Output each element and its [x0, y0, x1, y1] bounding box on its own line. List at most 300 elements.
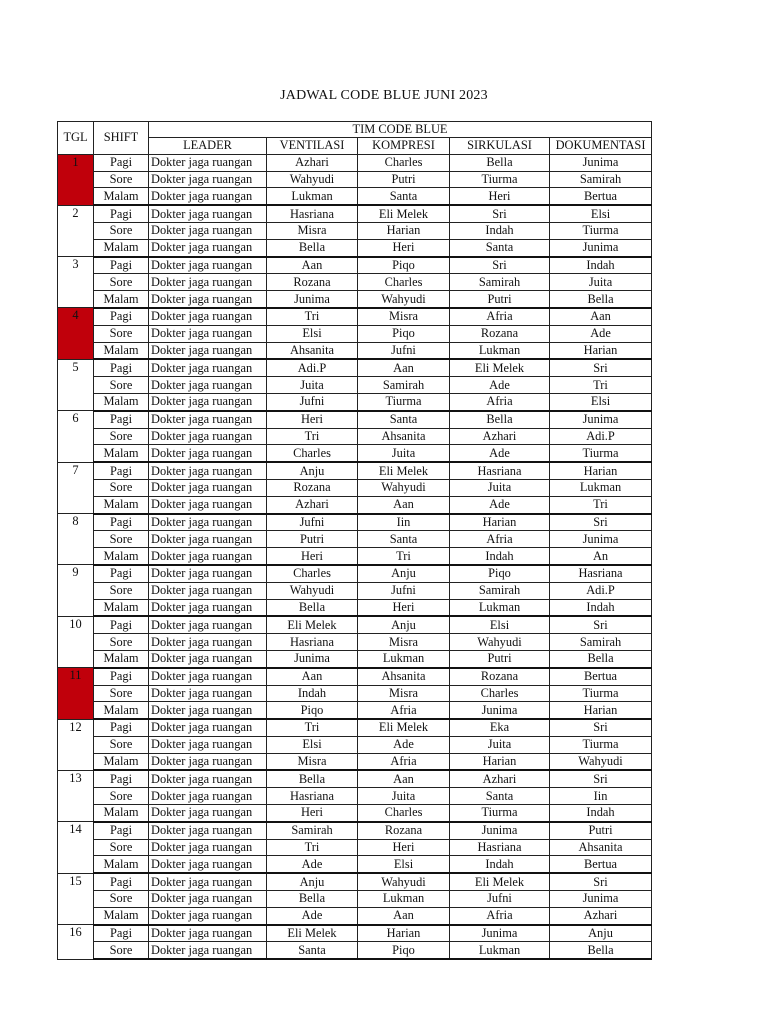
ventilasi-cell: Misra	[267, 753, 358, 770]
shift-cell: Malam	[94, 907, 149, 924]
ventilasi-cell: Ade	[267, 907, 358, 924]
leader-cell: Dokter jaga ruangan	[149, 616, 267, 633]
leader-cell: Dokter jaga ruangan	[149, 873, 267, 890]
leader-cell: Dokter jaga ruangan	[149, 154, 267, 171]
kompresi-cell: Wahyudi	[358, 479, 450, 496]
leader-cell: Dokter jaga ruangan	[149, 428, 267, 445]
kompresi-cell: Misra	[358, 308, 450, 325]
ventilasi-cell: Tri	[267, 428, 358, 445]
dokumentasi-cell: Harian	[550, 702, 652, 719]
ventilasi-cell: Indah	[267, 685, 358, 702]
kompresi-cell: Eli Melek	[358, 205, 450, 222]
ventilasi-cell: Tri	[267, 839, 358, 856]
ventilasi-cell: Wahyudi	[267, 582, 358, 599]
sirkulasi-cell: Lukman	[450, 599, 550, 616]
leader-cell: Dokter jaga ruangan	[149, 805, 267, 822]
table-row	[58, 685, 652, 702]
table-row	[58, 239, 652, 256]
leader-cell: Dokter jaga ruangan	[149, 565, 267, 582]
ventilasi-cell: Elsi	[267, 736, 358, 753]
table-row	[58, 548, 652, 565]
kompresi-cell: Juita	[358, 788, 450, 805]
leader-cell: Dokter jaga ruangan	[149, 257, 267, 274]
sirkulasi-cell: Charles	[450, 685, 550, 702]
leader-cell: Dokter jaga ruangan	[149, 205, 267, 222]
dokumentasi-cell: Juita	[550, 274, 652, 291]
leader-cell: Dokter jaga ruangan	[149, 548, 267, 565]
leader-cell: Dokter jaga ruangan	[149, 719, 267, 736]
dokumentasi-cell: Tiurma	[550, 736, 652, 753]
dokumentasi-cell: Sri	[550, 514, 652, 531]
shift-cell: Sore	[94, 839, 149, 856]
leader-cell: Dokter jaga ruangan	[149, 171, 267, 188]
dokumentasi-cell: Aan	[550, 308, 652, 325]
kompresi-cell: Eli Melek	[358, 462, 450, 479]
table-row	[58, 582, 652, 599]
kompresi-cell: Harian	[358, 925, 450, 942]
leader-cell: Dokter jaga ruangan	[149, 753, 267, 770]
table-row	[58, 650, 652, 667]
ventilasi-cell: Adi.P	[267, 359, 358, 376]
kompresi-cell: Charles	[358, 274, 450, 291]
kompresi-cell: Tiurma	[358, 393, 450, 410]
shift-cell: Malam	[94, 702, 149, 719]
table-row	[58, 462, 652, 479]
dokumentasi-cell: Bella	[550, 291, 652, 308]
leader-cell: Dokter jaga ruangan	[149, 325, 267, 342]
table-row	[58, 274, 652, 291]
sirkulasi-cell: Eka	[450, 719, 550, 736]
shift-cell: Sore	[94, 634, 149, 651]
shift-cell: Malam	[94, 393, 149, 410]
kompresi-cell: Aan	[358, 496, 450, 513]
dokumentasi-cell: Indah	[550, 805, 652, 822]
header-sirkulasi: SIRKULASI	[450, 138, 550, 155]
dokumentasi-cell: Sri	[550, 770, 652, 787]
kompresi-cell: Heri	[358, 599, 450, 616]
kompresi-cell: Lukman	[358, 891, 450, 908]
shift-cell: Sore	[94, 942, 149, 959]
dokumentasi-cell: Junima	[550, 411, 652, 428]
sirkulasi-cell: Samirah	[450, 274, 550, 291]
leader-cell: Dokter jaga ruangan	[149, 582, 267, 599]
sirkulasi-cell: Rozana	[450, 325, 550, 342]
shift-cell: Malam	[94, 445, 149, 462]
ventilasi-cell: Junima	[267, 650, 358, 667]
kompresi-cell: Anju	[358, 565, 450, 582]
dokumentasi-cell: Hasriana	[550, 565, 652, 582]
date-cell: 10	[58, 616, 94, 667]
shift-cell: Pagi	[94, 411, 149, 428]
ventilasi-cell: Ade	[267, 856, 358, 873]
shift-cell: Pagi	[94, 514, 149, 531]
ventilasi-cell: Tri	[267, 719, 358, 736]
date-cell: 11	[58, 668, 94, 719]
sirkulasi-cell: Jufni	[450, 891, 550, 908]
kompresi-cell: Misra	[358, 634, 450, 651]
leader-cell: Dokter jaga ruangan	[149, 531, 267, 548]
shift-cell: Pagi	[94, 719, 149, 736]
kompresi-cell: Piqo	[358, 942, 450, 959]
sirkulasi-cell: Elsi	[450, 616, 550, 633]
table-row	[58, 719, 652, 736]
dokumentasi-cell: Junima	[550, 239, 652, 256]
ventilasi-cell: Eli Melek	[267, 925, 358, 942]
sirkulasi-cell: Lukman	[450, 942, 550, 959]
kompresi-cell: Rozana	[358, 822, 450, 839]
kompresi-cell: Piqo	[358, 257, 450, 274]
document-title: JADWAL CODE BLUE JUNI 2023	[280, 88, 488, 103]
dokumentasi-cell: Sri	[550, 616, 652, 633]
sirkulasi-cell: Bella	[450, 154, 550, 171]
table-row	[58, 599, 652, 616]
sirkulasi-cell: Santa	[450, 788, 550, 805]
header-tgl: TGL	[58, 122, 94, 155]
dokumentasi-cell: Samirah	[550, 171, 652, 188]
shift-cell: Pagi	[94, 205, 149, 222]
shift-cell: Malam	[94, 753, 149, 770]
header-kompresi: KOMPRESI	[358, 138, 450, 155]
dokumentasi-cell: Elsi	[550, 205, 652, 222]
date-cell: 15	[58, 873, 94, 924]
table-row	[58, 565, 652, 582]
shift-cell: Sore	[94, 274, 149, 291]
dokumentasi-cell: Putri	[550, 822, 652, 839]
dokumentasi-cell: Sri	[550, 719, 652, 736]
kompresi-cell: Samirah	[358, 377, 450, 394]
leader-cell: Dokter jaga ruangan	[149, 462, 267, 479]
dokumentasi-cell: Junima	[550, 531, 652, 548]
dokumentasi-cell: Adi.P	[550, 428, 652, 445]
kompresi-cell: Aan	[358, 907, 450, 924]
shift-cell: Malam	[94, 599, 149, 616]
date-cell: 3	[58, 257, 94, 308]
leader-cell: Dokter jaga ruangan	[149, 668, 267, 685]
shift-cell: Malam	[94, 856, 149, 873]
leader-cell: Dokter jaga ruangan	[149, 925, 267, 942]
ventilasi-cell: Heri	[267, 805, 358, 822]
date-cell: 6	[58, 411, 94, 462]
table-row	[58, 411, 652, 428]
dokumentasi-cell: Tri	[550, 377, 652, 394]
header-ventilasi: VENTILASI	[267, 138, 358, 155]
kompresi-cell: Santa	[358, 531, 450, 548]
sirkulasi-cell: Heri	[450, 188, 550, 205]
kompresi-cell: Harian	[358, 222, 450, 239]
sirkulasi-cell: Afria	[450, 308, 550, 325]
dokumentasi-cell: Bertua	[550, 188, 652, 205]
sirkulasi-cell: Azhari	[450, 428, 550, 445]
ventilasi-cell: Aan	[267, 668, 358, 685]
kompresi-cell: Wahyudi	[358, 291, 450, 308]
shift-cell: Sore	[94, 222, 149, 239]
ventilasi-cell: Ahsanita	[267, 342, 358, 359]
schedule-table	[57, 121, 652, 960]
shift-cell: Sore	[94, 685, 149, 702]
dokumentasi-cell: Junima	[550, 891, 652, 908]
leader-cell: Dokter jaga ruangan	[149, 891, 267, 908]
sirkulasi-cell: Samirah	[450, 582, 550, 599]
sirkulasi-cell: Ade	[450, 377, 550, 394]
sirkulasi-cell: Juita	[450, 479, 550, 496]
kompresi-cell: Jufni	[358, 582, 450, 599]
shift-cell: Pagi	[94, 359, 149, 376]
sirkulasi-cell: Afria	[450, 531, 550, 548]
sirkulasi-cell: Bella	[450, 411, 550, 428]
date-cell: 12	[58, 719, 94, 770]
shift-cell: Pagi	[94, 873, 149, 890]
dokumentasi-cell: Indah	[550, 599, 652, 616]
shift-cell: Pagi	[94, 822, 149, 839]
dokumentasi-cell: Elsi	[550, 393, 652, 410]
table-row	[58, 942, 652, 959]
dokumentasi-cell: Sri	[550, 873, 652, 890]
sirkulasi-cell: Eli Melek	[450, 873, 550, 890]
shift-cell: Malam	[94, 188, 149, 205]
table-body	[58, 154, 652, 959]
kompresi-cell: Piqo	[358, 325, 450, 342]
dokumentasi-cell: Bella	[550, 650, 652, 667]
leader-cell: Dokter jaga ruangan	[149, 342, 267, 359]
dokumentasi-cell: Sri	[550, 359, 652, 376]
sirkulasi-cell: Eli Melek	[450, 359, 550, 376]
leader-cell: Dokter jaga ruangan	[149, 634, 267, 651]
table-row	[58, 839, 652, 856]
dokumentasi-cell: Tri	[550, 496, 652, 513]
table-row	[58, 154, 652, 171]
table-row	[58, 856, 652, 873]
sirkulasi-cell: Indah	[450, 856, 550, 873]
leader-cell: Dokter jaga ruangan	[149, 496, 267, 513]
sirkulasi-cell: Juita	[450, 736, 550, 753]
table-row	[58, 753, 652, 770]
leader-cell: Dokter jaga ruangan	[149, 770, 267, 787]
shift-cell: Pagi	[94, 668, 149, 685]
table-row	[58, 188, 652, 205]
sirkulasi-cell: Indah	[450, 222, 550, 239]
ventilasi-cell: Junima	[267, 291, 358, 308]
leader-cell: Dokter jaga ruangan	[149, 856, 267, 873]
leader-cell: Dokter jaga ruangan	[149, 788, 267, 805]
sirkulasi-cell: Indah	[450, 548, 550, 565]
kompresi-cell: Aan	[358, 359, 450, 376]
shift-cell: Sore	[94, 479, 149, 496]
header-leader: LEADER	[149, 138, 267, 155]
shift-cell: Malam	[94, 548, 149, 565]
kompresi-cell: Wahyudi	[358, 873, 450, 890]
table-row	[58, 428, 652, 445]
table-row	[58, 514, 652, 531]
ventilasi-cell: Bella	[267, 770, 358, 787]
header-tim-code-blue: TIM CODE BLUE	[149, 122, 652, 138]
table-row	[58, 325, 652, 342]
kompresi-cell: Afria	[358, 753, 450, 770]
sirkulasi-cell: Afria	[450, 393, 550, 410]
sirkulasi-cell: Tiurma	[450, 805, 550, 822]
ventilasi-cell: Samirah	[267, 822, 358, 839]
leader-cell: Dokter jaga ruangan	[149, 393, 267, 410]
table-row	[58, 308, 652, 325]
sirkulasi-cell: Putri	[450, 291, 550, 308]
kompresi-cell: Heri	[358, 839, 450, 856]
leader-cell: Dokter jaga ruangan	[149, 308, 267, 325]
ventilasi-cell: Azhari	[267, 496, 358, 513]
date-cell: 1	[58, 154, 94, 205]
dokumentasi-cell: Harian	[550, 462, 652, 479]
kompresi-cell: Putri	[358, 171, 450, 188]
table-row	[58, 205, 652, 222]
dokumentasi-cell: Junima	[550, 154, 652, 171]
kompresi-cell: Aan	[358, 770, 450, 787]
header-shift: SHIFT	[94, 122, 149, 155]
ventilasi-cell: Jufni	[267, 393, 358, 410]
table-row	[58, 257, 652, 274]
sirkulasi-cell: Piqo	[450, 565, 550, 582]
kompresi-cell: Tri	[358, 548, 450, 565]
ventilasi-cell: Rozana	[267, 479, 358, 496]
shift-cell: Pagi	[94, 565, 149, 582]
ventilasi-cell: Hasriana	[267, 205, 358, 222]
kompresi-cell: Iin	[358, 514, 450, 531]
leader-cell: Dokter jaga ruangan	[149, 445, 267, 462]
kompresi-cell: Heri	[358, 239, 450, 256]
leader-cell: Dokter jaga ruangan	[149, 479, 267, 496]
sirkulasi-cell: Putri	[450, 650, 550, 667]
sirkulasi-cell: Junima	[450, 925, 550, 942]
kompresi-cell: Santa	[358, 188, 450, 205]
kompresi-cell: Charles	[358, 154, 450, 171]
kompresi-cell: Ahsanita	[358, 668, 450, 685]
table-row	[58, 907, 652, 924]
kompresi-cell: Ahsanita	[358, 428, 450, 445]
shift-cell: Malam	[94, 650, 149, 667]
shift-cell: Malam	[94, 496, 149, 513]
leader-cell: Dokter jaga ruangan	[149, 650, 267, 667]
ventilasi-cell: Aan	[267, 257, 358, 274]
leader-cell: Dokter jaga ruangan	[149, 839, 267, 856]
shift-cell: Sore	[94, 377, 149, 394]
dokumentasi-cell: Harian	[550, 342, 652, 359]
ventilasi-cell: Anju	[267, 873, 358, 890]
sirkulasi-cell: Harian	[450, 514, 550, 531]
kompresi-cell: Santa	[358, 411, 450, 428]
shift-cell: Sore	[94, 582, 149, 599]
ventilasi-cell: Eli Melek	[267, 616, 358, 633]
shift-cell: Malam	[94, 291, 149, 308]
ventilasi-cell: Charles	[267, 445, 358, 462]
ventilasi-cell: Heri	[267, 548, 358, 565]
leader-cell: Dokter jaga ruangan	[149, 274, 267, 291]
leader-cell: Dokter jaga ruangan	[149, 359, 267, 376]
shift-cell: Sore	[94, 891, 149, 908]
sirkulasi-cell: Hasriana	[450, 462, 550, 479]
ventilasi-cell: Bella	[267, 891, 358, 908]
date-cell: 8	[58, 514, 94, 565]
table-row	[58, 342, 652, 359]
table-row	[58, 736, 652, 753]
ventilasi-cell: Misra	[267, 222, 358, 239]
leader-cell: Dokter jaga ruangan	[149, 599, 267, 616]
ventilasi-cell: Azhari	[267, 154, 358, 171]
dokumentasi-cell: Azhari	[550, 907, 652, 924]
leader-cell: Dokter jaga ruangan	[149, 736, 267, 753]
ventilasi-cell: Wahyudi	[267, 171, 358, 188]
date-cell: 5	[58, 359, 94, 410]
sirkulasi-cell: Junima	[450, 822, 550, 839]
header-dokumentasi: DOKUMENTASI	[550, 138, 652, 155]
table-row	[58, 702, 652, 719]
table-row	[58, 531, 652, 548]
sirkulasi-cell: Afria	[450, 907, 550, 924]
sirkulasi-cell: Sri	[450, 257, 550, 274]
kompresi-cell: Anju	[358, 616, 450, 633]
table-row	[58, 445, 652, 462]
kompresi-cell: Charles	[358, 805, 450, 822]
ventilasi-cell: Piqo	[267, 702, 358, 719]
kompresi-cell: Afria	[358, 702, 450, 719]
leader-cell: Dokter jaga ruangan	[149, 907, 267, 924]
date-cell: 13	[58, 770, 94, 821]
shift-cell: Pagi	[94, 154, 149, 171]
table-row	[58, 668, 652, 685]
dokumentasi-cell: Anju	[550, 925, 652, 942]
sirkulasi-cell: Hasriana	[450, 839, 550, 856]
shift-cell: Pagi	[94, 925, 149, 942]
ventilasi-cell: Anju	[267, 462, 358, 479]
dokumentasi-cell: Indah	[550, 257, 652, 274]
sirkulasi-cell: Tiurma	[450, 171, 550, 188]
dokumentasi-cell: Wahyudi	[550, 753, 652, 770]
table-row	[58, 805, 652, 822]
shift-cell: Malam	[94, 805, 149, 822]
ventilasi-cell: Tri	[267, 308, 358, 325]
shift-cell: Sore	[94, 788, 149, 805]
dokumentasi-cell: Iin	[550, 788, 652, 805]
ventilasi-cell: Santa	[267, 942, 358, 959]
leader-cell: Dokter jaga ruangan	[149, 377, 267, 394]
date-cell: 16	[58, 925, 94, 960]
ventilasi-cell: Lukman	[267, 188, 358, 205]
sirkulasi-cell: Junima	[450, 702, 550, 719]
dokumentasi-cell: Ade	[550, 325, 652, 342]
sirkulasi-cell: Ade	[450, 445, 550, 462]
shift-cell: Malam	[94, 239, 149, 256]
leader-cell: Dokter jaga ruangan	[149, 514, 267, 531]
dokumentasi-cell: Lukman	[550, 479, 652, 496]
ventilasi-cell: Charles	[267, 565, 358, 582]
dokumentasi-cell: Tiurma	[550, 222, 652, 239]
leader-cell: Dokter jaga ruangan	[149, 291, 267, 308]
dokumentasi-cell: Adi.P	[550, 582, 652, 599]
shift-cell: Sore	[94, 325, 149, 342]
leader-cell: Dokter jaga ruangan	[149, 188, 267, 205]
kompresi-cell: Eli Melek	[358, 719, 450, 736]
kompresi-cell: Juita	[358, 445, 450, 462]
table-row	[58, 925, 652, 942]
ventilasi-cell: Heri	[267, 411, 358, 428]
dokumentasi-cell: Bella	[550, 942, 652, 959]
sirkulasi-cell: Sri	[450, 205, 550, 222]
sirkulasi-cell: Harian	[450, 753, 550, 770]
leader-cell: Dokter jaga ruangan	[149, 222, 267, 239]
ventilasi-cell: Rozana	[267, 274, 358, 291]
kompresi-cell: Elsi	[358, 856, 450, 873]
ventilasi-cell: Bella	[267, 599, 358, 616]
shift-cell: Pagi	[94, 616, 149, 633]
ventilasi-cell: Jufni	[267, 514, 358, 531]
table-row	[58, 222, 652, 239]
shift-cell: Sore	[94, 531, 149, 548]
